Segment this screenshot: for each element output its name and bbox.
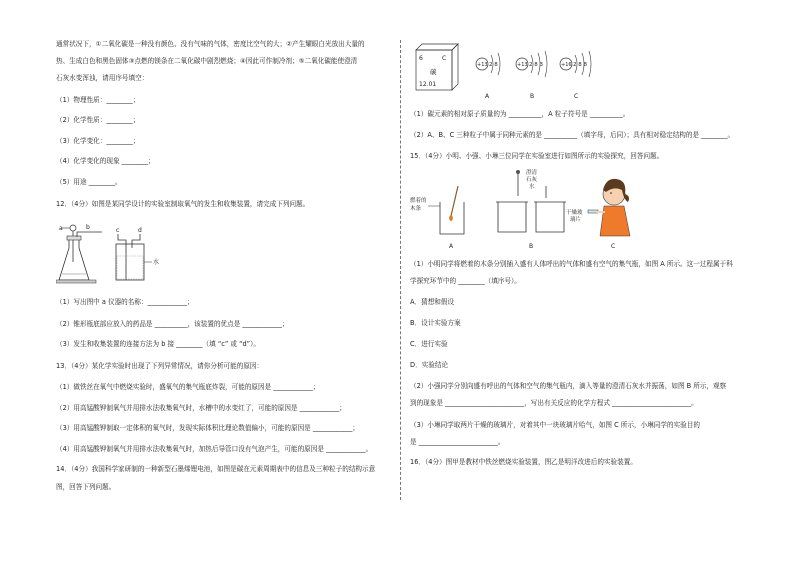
particle-a: [476, 53, 500, 100]
label-a: a: [59, 225, 63, 232]
particle-a-shells: 2 8: [489, 62, 498, 68]
label-water: 水: [153, 259, 160, 266]
q13-item-3: （3）用高锰酸钾制取一定体积的氧气时，发现实际体积比理论数值偏小，可能的原因是 ____________；: [56, 424, 360, 432]
q12-item-1: （1）写出图中 a 仪器的名称：____________；: [56, 298, 194, 306]
q12-stem: 12．（4分）如图是某同学设计的实验室制取氧气的发生和收集装置，请完成下列问题。: [56, 200, 310, 208]
particle-c-nucleus: +16: [561, 62, 572, 68]
carbon-particles-diagram: [410, 38, 610, 102]
q14-item-2: （2）A、B、C 三种粒子中属于同种元素的是 __________（填字母，后同）；具有相对稳定结构的是 ________。: [410, 131, 735, 139]
q12-item-3: （3）发生和收集装置的连接方法为 b 接 ________（填 “c” 或 “d”）。: [56, 340, 260, 348]
label-limewater: 澄清: [526, 170, 538, 176]
experiment-a: [410, 186, 464, 250]
q15-option-c: C．进行实验: [410, 340, 448, 348]
experiment-b-label: B: [529, 243, 534, 250]
breath-experiment-diagram: [410, 166, 640, 254]
label-burning-stick-2: 木条: [410, 206, 422, 212]
column-divider: [400, 40, 401, 500]
particle-a-label: A: [485, 93, 490, 100]
tile-atomic-mass: 12.01: [419, 81, 437, 88]
q15-item-3-line-2: 是 ________________________。: [410, 438, 505, 446]
q11-item-2: （2）化学性质：________；: [56, 116, 140, 124]
q15-item-1-line-2: 学探究环节中的 ________（填序号）。: [410, 277, 521, 285]
label-dry-glass-2: 璃片: [570, 217, 582, 223]
q13-item-2: （2）用高锰酸钾制氧气并用排水法收集氧气时，水槽中的水变红了，可能的原因是 ____________；: [56, 404, 346, 412]
label-d: d: [138, 227, 142, 234]
particle-b: [516, 51, 547, 100]
particle-c-label: C: [574, 93, 579, 100]
q12-item-2: （2）锥形瓶底部应放入的药品是 __________，该装置的优点是 ____________；: [56, 320, 289, 328]
particle-b-shells: 2 8 3: [529, 62, 543, 68]
label-burning-stick: 燃着的: [410, 198, 427, 204]
particle-c-shells: 2 8 8: [573, 62, 587, 68]
q16-stem: 16．（4分）图甲是教材中铁丝燃烧实验装置，图乙是明洋改进后的实验装置。: [410, 458, 637, 466]
q11-item-5: （5）用途 ________。: [56, 178, 122, 186]
q14-item-1: （1）碳元素的相对原子质量的为 __________，A 粒子符号是 __________。: [410, 110, 630, 118]
q14-stem-line-2: 图，回答下列问题。: [56, 483, 116, 491]
q11-item-1: （1）物理性质：________；: [56, 96, 140, 104]
q15-item-2-line-2: 到的现象是 ________________________，写出有关反应的化学方程式 ________________________。: [410, 399, 698, 407]
q14-stem-line-1: 14．（4分）我国科学家研制的一种新型石墨烯锂电池，如图是碳在元素周期表中的信息及三种粒子的结构示意: [56, 465, 376, 473]
q11-intro-line-3: 石灰水变浑浊，请用序号填空：: [56, 74, 149, 82]
label-c: c: [116, 227, 120, 234]
q13-item-1: （1）做铁丝在氧气中燃烧实验时，盛氧气的集气瓶底炸裂，可能的原因是 ____________；: [56, 383, 320, 391]
q14-figure: [410, 38, 610, 102]
q15-item-1-line-1: （1）小明同学将燃着的木条分别插入盛有人体呼出的气体和盛有空气的集气瓶，如图 A 所示。这一过程属于科: [410, 260, 733, 268]
particle-b-label: B: [530, 93, 535, 100]
experiment-a-label: A: [449, 243, 454, 250]
label-b: b: [86, 224, 90, 231]
particle-c: [560, 51, 591, 100]
tile-symbol: C: [442, 55, 447, 62]
q11-item-4: （4）化学变化的现象 ________；: [56, 157, 155, 165]
label-dry-glass: 干燥玻: [566, 210, 583, 216]
q15-item-3-line-1: （3）小琳同学取两片干燥的玻璃片，对着其中一块玻璃片哈气，如图 C 所示，小琳同学的实验目的: [410, 421, 700, 429]
experiment-b: [496, 168, 566, 250]
q15-option-b: B．设计实验方案: [410, 319, 461, 327]
tile-atomic-number: 6: [419, 55, 423, 62]
q11-item-3: （3）化学变化：________；: [56, 137, 140, 145]
q15-option-a: A．猜想和假设: [410, 298, 455, 306]
q13-stem: 13．（4分）某化学实验时出现了下列异常情况，请你分析可能的原因：: [56, 362, 264, 370]
q13-item-4: （4）用高锰酸钾制氧气并用排水法收集氧气时，加热后导管口没有气泡产生，可能的原因是 ____________。: [56, 445, 373, 453]
tile-name: 碳: [430, 68, 437, 76]
particle-a-nucleus: +13: [477, 62, 488, 68]
q11-intro-line-2: 热、生成白色和黑色固体③点燃的镁条在二氧化碳中剧烈燃烧；④因此可作制冷剂；⑤二氧化碳能使澄清: [56, 57, 358, 65]
q12-figure: [56, 218, 176, 290]
oxygen-apparatus-diagram: [56, 218, 176, 290]
label-limewater-3: 水: [529, 184, 535, 190]
label-limewater-2: 石灰: [526, 177, 538, 183]
particle-b-nucleus: +13: [517, 62, 528, 68]
experiment-c-label: C: [611, 243, 616, 250]
q15-figure: [410, 166, 640, 254]
q15-item-2-line-1: （2）小强同学分别向盛有呼出的气体和空气的集气瓶内，滴入等量的澄清石灰水并振荡，如图 B 所示，观察: [410, 382, 727, 390]
q11-intro-line-1: 通常状况下，①二氧化碳是一种没有颜色、没有气味的气体，密度比空气的大；②产生耀眼白光放出大量的: [56, 40, 365, 48]
q15-stem: 15．（4分）小明、小强、小琳三位同学在实验室进行如图所示的实验探究，回答问题。: [410, 152, 664, 160]
q15-option-d: D．实验结论: [410, 361, 449, 369]
experiment-c: [566, 179, 630, 250]
